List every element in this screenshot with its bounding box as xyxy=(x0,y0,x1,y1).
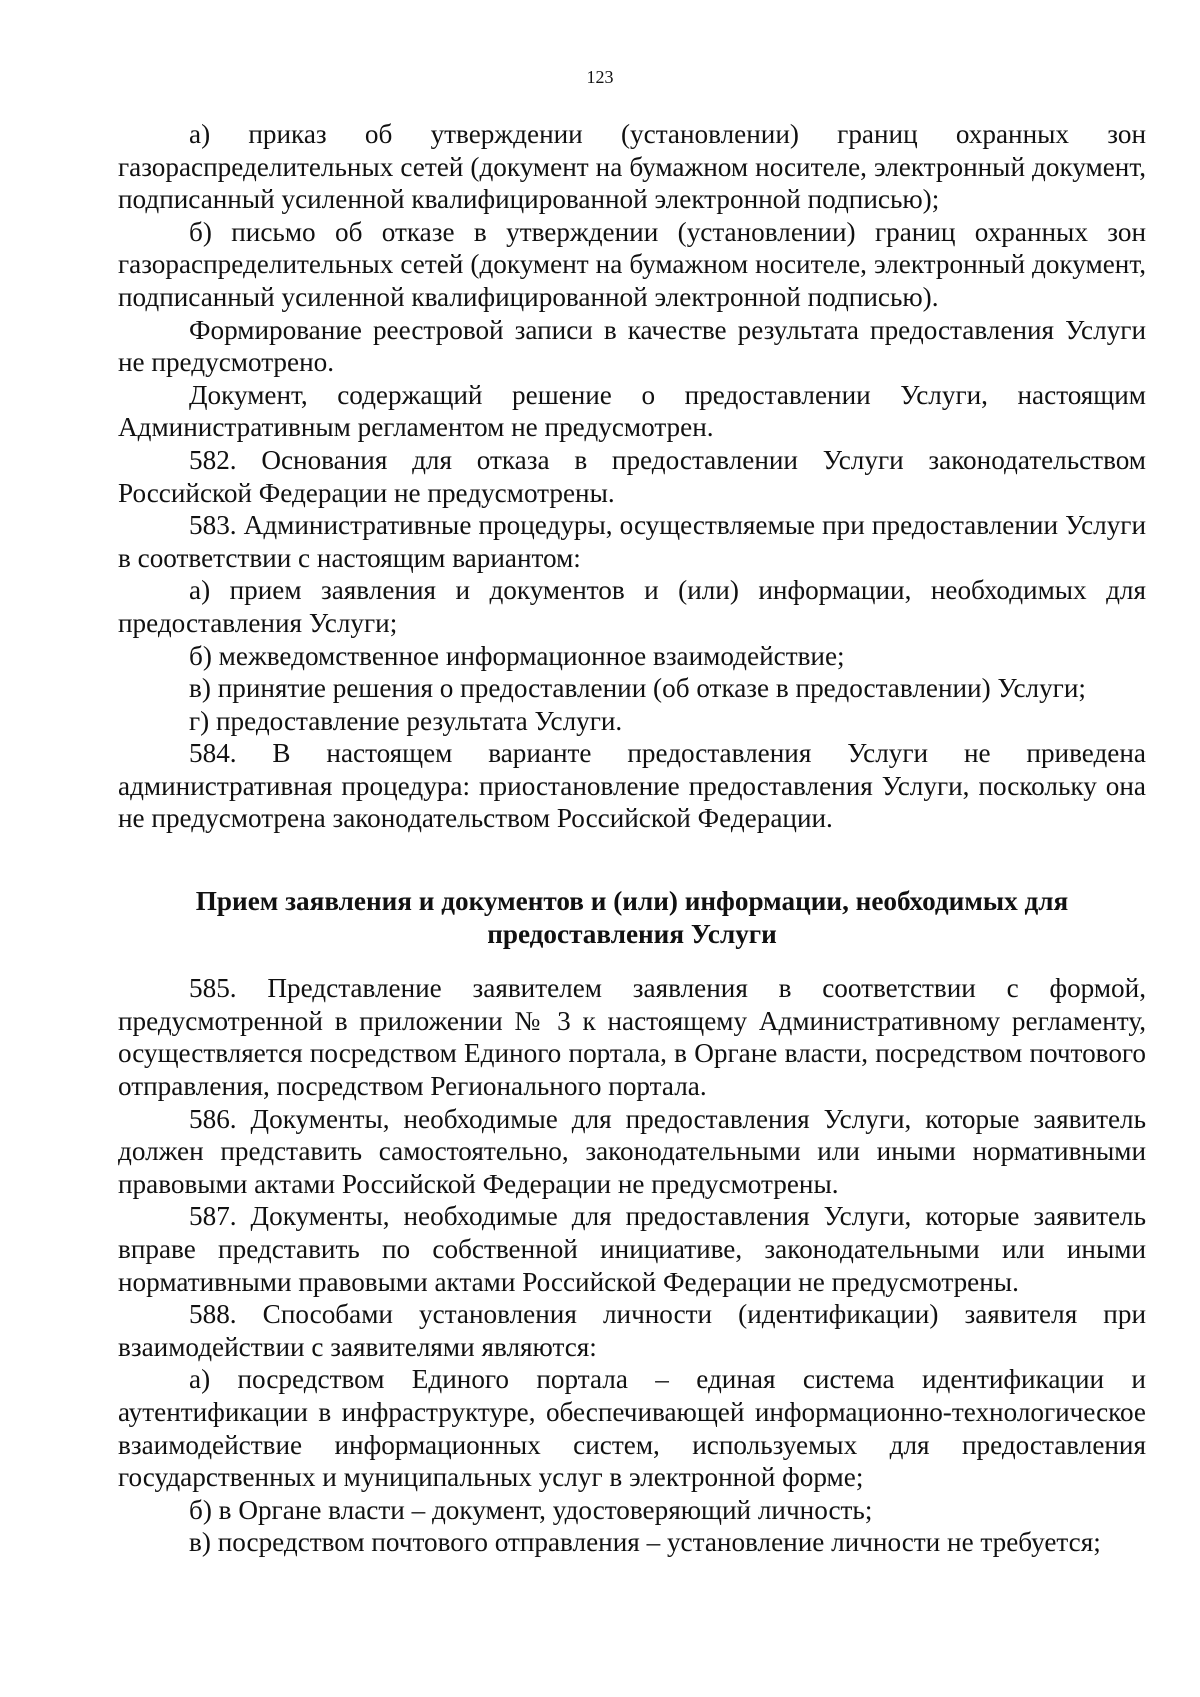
paragraph-585: 585. Представление заявителем заявления в соответствии с формой, предусмотренной в приложении № 3 к настоящему Административному регламенту, осуществляется посредством Единого портала, в Органе власти, посредством почтового отправления, посредством Регионального портала. xyxy=(118,973,1146,1102)
page-number: 123 xyxy=(586,67,614,87)
list-item-588-a: а) посредством Единого портала – единая система идентификации и аутентификации в инфраструктуре, обеспечивающей информационно-технологическое взаимодействие информационных систем, используемых для предоставления государственных и муниципальных услуг в электронной форме; xyxy=(118,1364,1146,1493)
paragraph-583: 583. Административные процедуры, осуществляемые при предоставлении Услуги в соответствии с настоящим вариантом: xyxy=(118,510,1146,573)
paragraph-586: 586. Документы, необходимые для предоставления Услуги, которые заявитель должен представить самостоятельно, законодательными или иными нормативными правовыми актами Российской Федерации не предусмотрены. xyxy=(118,1103,1146,1199)
paragraph-584: 584. В настоящем варианте предоставления Услуги не приведена административная процедура: приостановление предоставления Услуги, поскольку она не предусмотрена законодательством Российской Федерации. xyxy=(118,738,1146,834)
paragraph-588: 588. Способами установления личности (идентификации) заявителя при взаимодействии с заявителями являются: xyxy=(118,1299,1146,1362)
list-item-583-v: в) принятие решения о предоставлении (об отказе в предоставлении) Услуги; xyxy=(189,673,1086,704)
list-item-588-b: б) в Органе власти – документ, удостоверяющий личность; xyxy=(189,1494,873,1525)
list-item-583-b: б) межведомственное информационное взаимодействие; xyxy=(189,640,845,671)
section-spacer xyxy=(118,950,1146,972)
list-item-588-v: в) посредством почтового отправления – установление личности не требуется; xyxy=(189,1527,1101,1558)
document-body xyxy=(118,118,1146,1559)
paragraph-registry-record: Формирование реестровой записи в качестве результата предоставления Услуги не предусмотрено. xyxy=(118,314,1146,378)
paragraph-result-refusal-letter: б) письмо об отказе в утверждении (установлении) границ охранных зон газораспределительных сетей (документ на бумажном носителе, электронный документ, подписанный усиленной квалифицированной электронной подписью). xyxy=(118,216,1146,312)
list-item-583-a: а) прием заявления и документов и (или) информации, необходимых для предоставления Услуги; xyxy=(118,575,1146,638)
section-heading: Прием заявления и документов и (или) информации, необходимых для предоставления Услуги xyxy=(195,886,1069,949)
section-spacer xyxy=(118,835,1146,885)
paragraph-decision-document: Документ, содержащий решение о предоставлении Услуги, настоящим Административным регламентом не предусмотрен. xyxy=(118,379,1146,443)
list-item-583-g: г) предоставление результата Услуги. xyxy=(189,705,623,736)
paragraph-result-order: а) приказ об утверждении (установлении) границ охранных зон газораспределительных сетей (документ на бумажном носителе, электронный документ, подписанный усиленной квалифицированной электронной подписью); xyxy=(118,119,1146,215)
paragraph-587: 587. Документы, необходимые для предоставления Услуги, которые заявитель вправе представить по собственной инициативе, законодательными или иными нормативными правовыми актами Российской Федерации не предусмотрены. xyxy=(118,1201,1146,1297)
paragraph-582: 582. Основания для отказа в предоставлении Услуги законодательством Российской Федерации не предусмотрены. xyxy=(118,444,1146,508)
